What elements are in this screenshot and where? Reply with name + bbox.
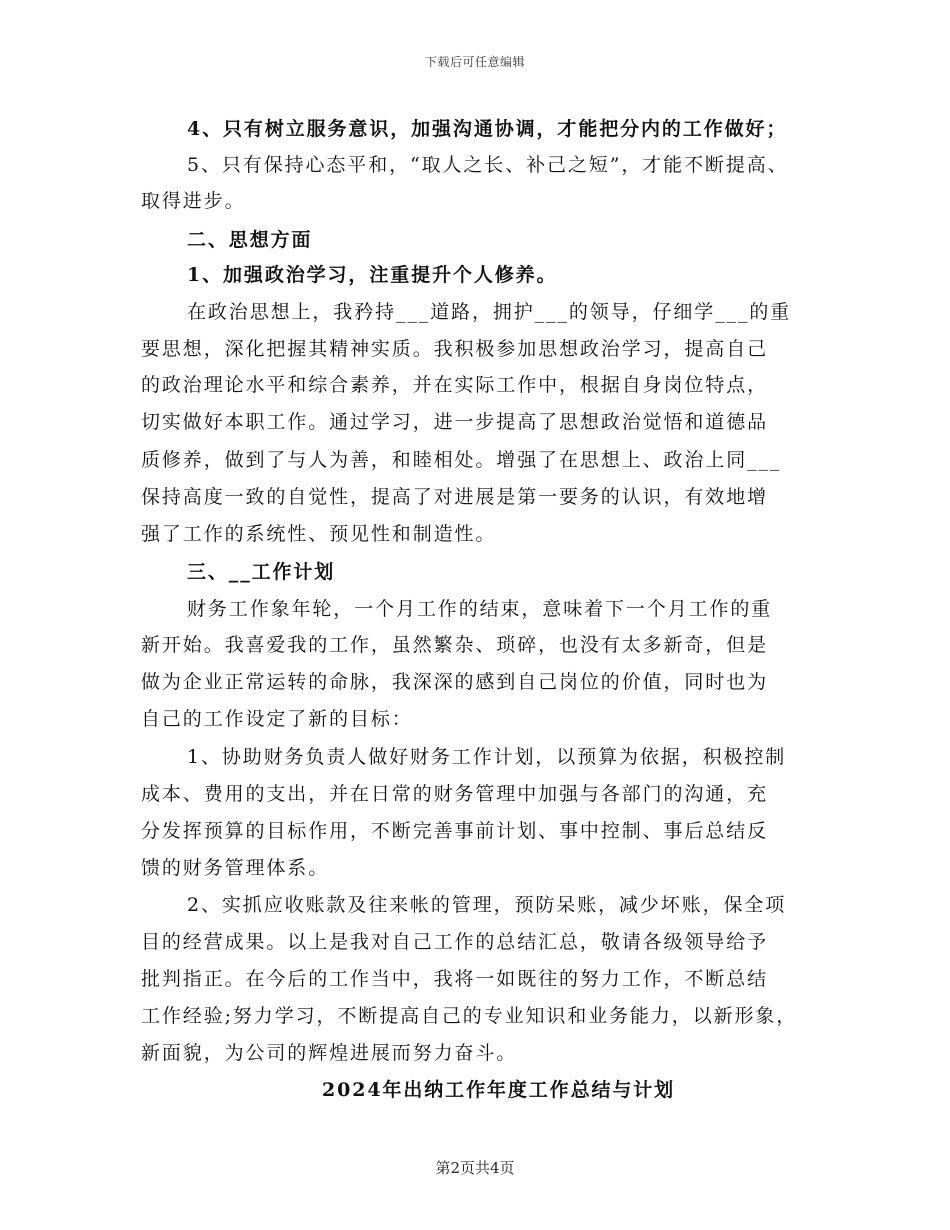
text-line: 的政治理论水平和综合素养，并在实际工作中，根据自身岗位特点， bbox=[141, 374, 769, 396]
text-line: 保持高度一致的自觉性，提高了对进展是第一要务的认识，有效地增 bbox=[141, 486, 769, 508]
text-line: 新开始。我喜爱我的工作，虽然繁杂、琐碎，也没有太多新奇，但是 bbox=[141, 634, 769, 656]
section-heading: 三、__工作计划 bbox=[187, 561, 336, 583]
page-number: 第2页共4页 bbox=[435, 1159, 515, 1177]
text-line: 自己的工作设定了新的目标： bbox=[141, 708, 413, 730]
text-line: 取得进步。 bbox=[141, 190, 246, 212]
text-line: 成本、费用的支出，并在日常的财务管理中加强与各部门的沟通，充 bbox=[141, 783, 769, 805]
text-line: 工作经验;努力学习，不断提高自己的专业知识和业务能力，以新形象， bbox=[141, 1005, 798, 1027]
text-line: 分发挥预算的目标作用，不断完善事前计划、事中控制、事后总结反 bbox=[141, 820, 769, 842]
text-line: 4、只有树立服务意识，加强沟通协调，才能把分内的工作做好； bbox=[187, 118, 788, 140]
text-line: 做为企业正常运转的命脉，我深深的感到自己岗位的价值，同时也为 bbox=[141, 671, 769, 693]
text-line: 财务工作象年轮，一个月工作的结束，意味着下一个月工作的重 bbox=[187, 598, 773, 620]
text-line: 新面貌，为公司的辉煌进展而努力奋斗。 bbox=[141, 1042, 518, 1064]
text-line: 5、只有保持心态平和，“取人之长、补己之短”，才能不断提高、 bbox=[187, 154, 789, 176]
document-title: 2024年出纳工作年度工作总结与计划 bbox=[322, 1079, 676, 1101]
text-line: 切实做好本职工作。通过学习，进一步提高了思想政治觉悟和道德品 bbox=[141, 411, 769, 433]
page-header-note: 下载后可任意编辑 bbox=[424, 55, 525, 69]
text-line: 在政治思想上，我矜持___道路，拥护___的领导，仔细学___的重 bbox=[187, 301, 792, 323]
text-line: 质修养，做到了与人为善，和睦相处。增强了在思想上、政治上同___ bbox=[141, 449, 782, 471]
text-line: 馈的财务管理体系。 bbox=[141, 857, 330, 879]
text-line: 要思想，深化把握其精神实质。我积极参加思想政治学习，提高自己 bbox=[141, 338, 769, 360]
text-line: 1、协助财务负责人做好财务工作计划，以预算为依据，积极控制 bbox=[187, 746, 787, 768]
text-line: 目的经营成果。以上是我对自己工作的总结汇总，敬请各级领导给予 bbox=[141, 931, 769, 953]
subsection-heading: 1、加强政治学习，注重提升个人修养。 bbox=[187, 264, 558, 286]
section-heading: 二、思想方面 bbox=[187, 229, 313, 251]
text-line: 2、实抓应收账款及往来帐的管理，预防呆账，减少坏账，保全项 bbox=[187, 894, 787, 916]
text-line: 强了工作的系统性、预见性和制造性。 bbox=[141, 523, 497, 545]
text-line: 批判指正。在今后的工作当中，我将一如既往的努力工作，不断总结 bbox=[141, 968, 769, 990]
